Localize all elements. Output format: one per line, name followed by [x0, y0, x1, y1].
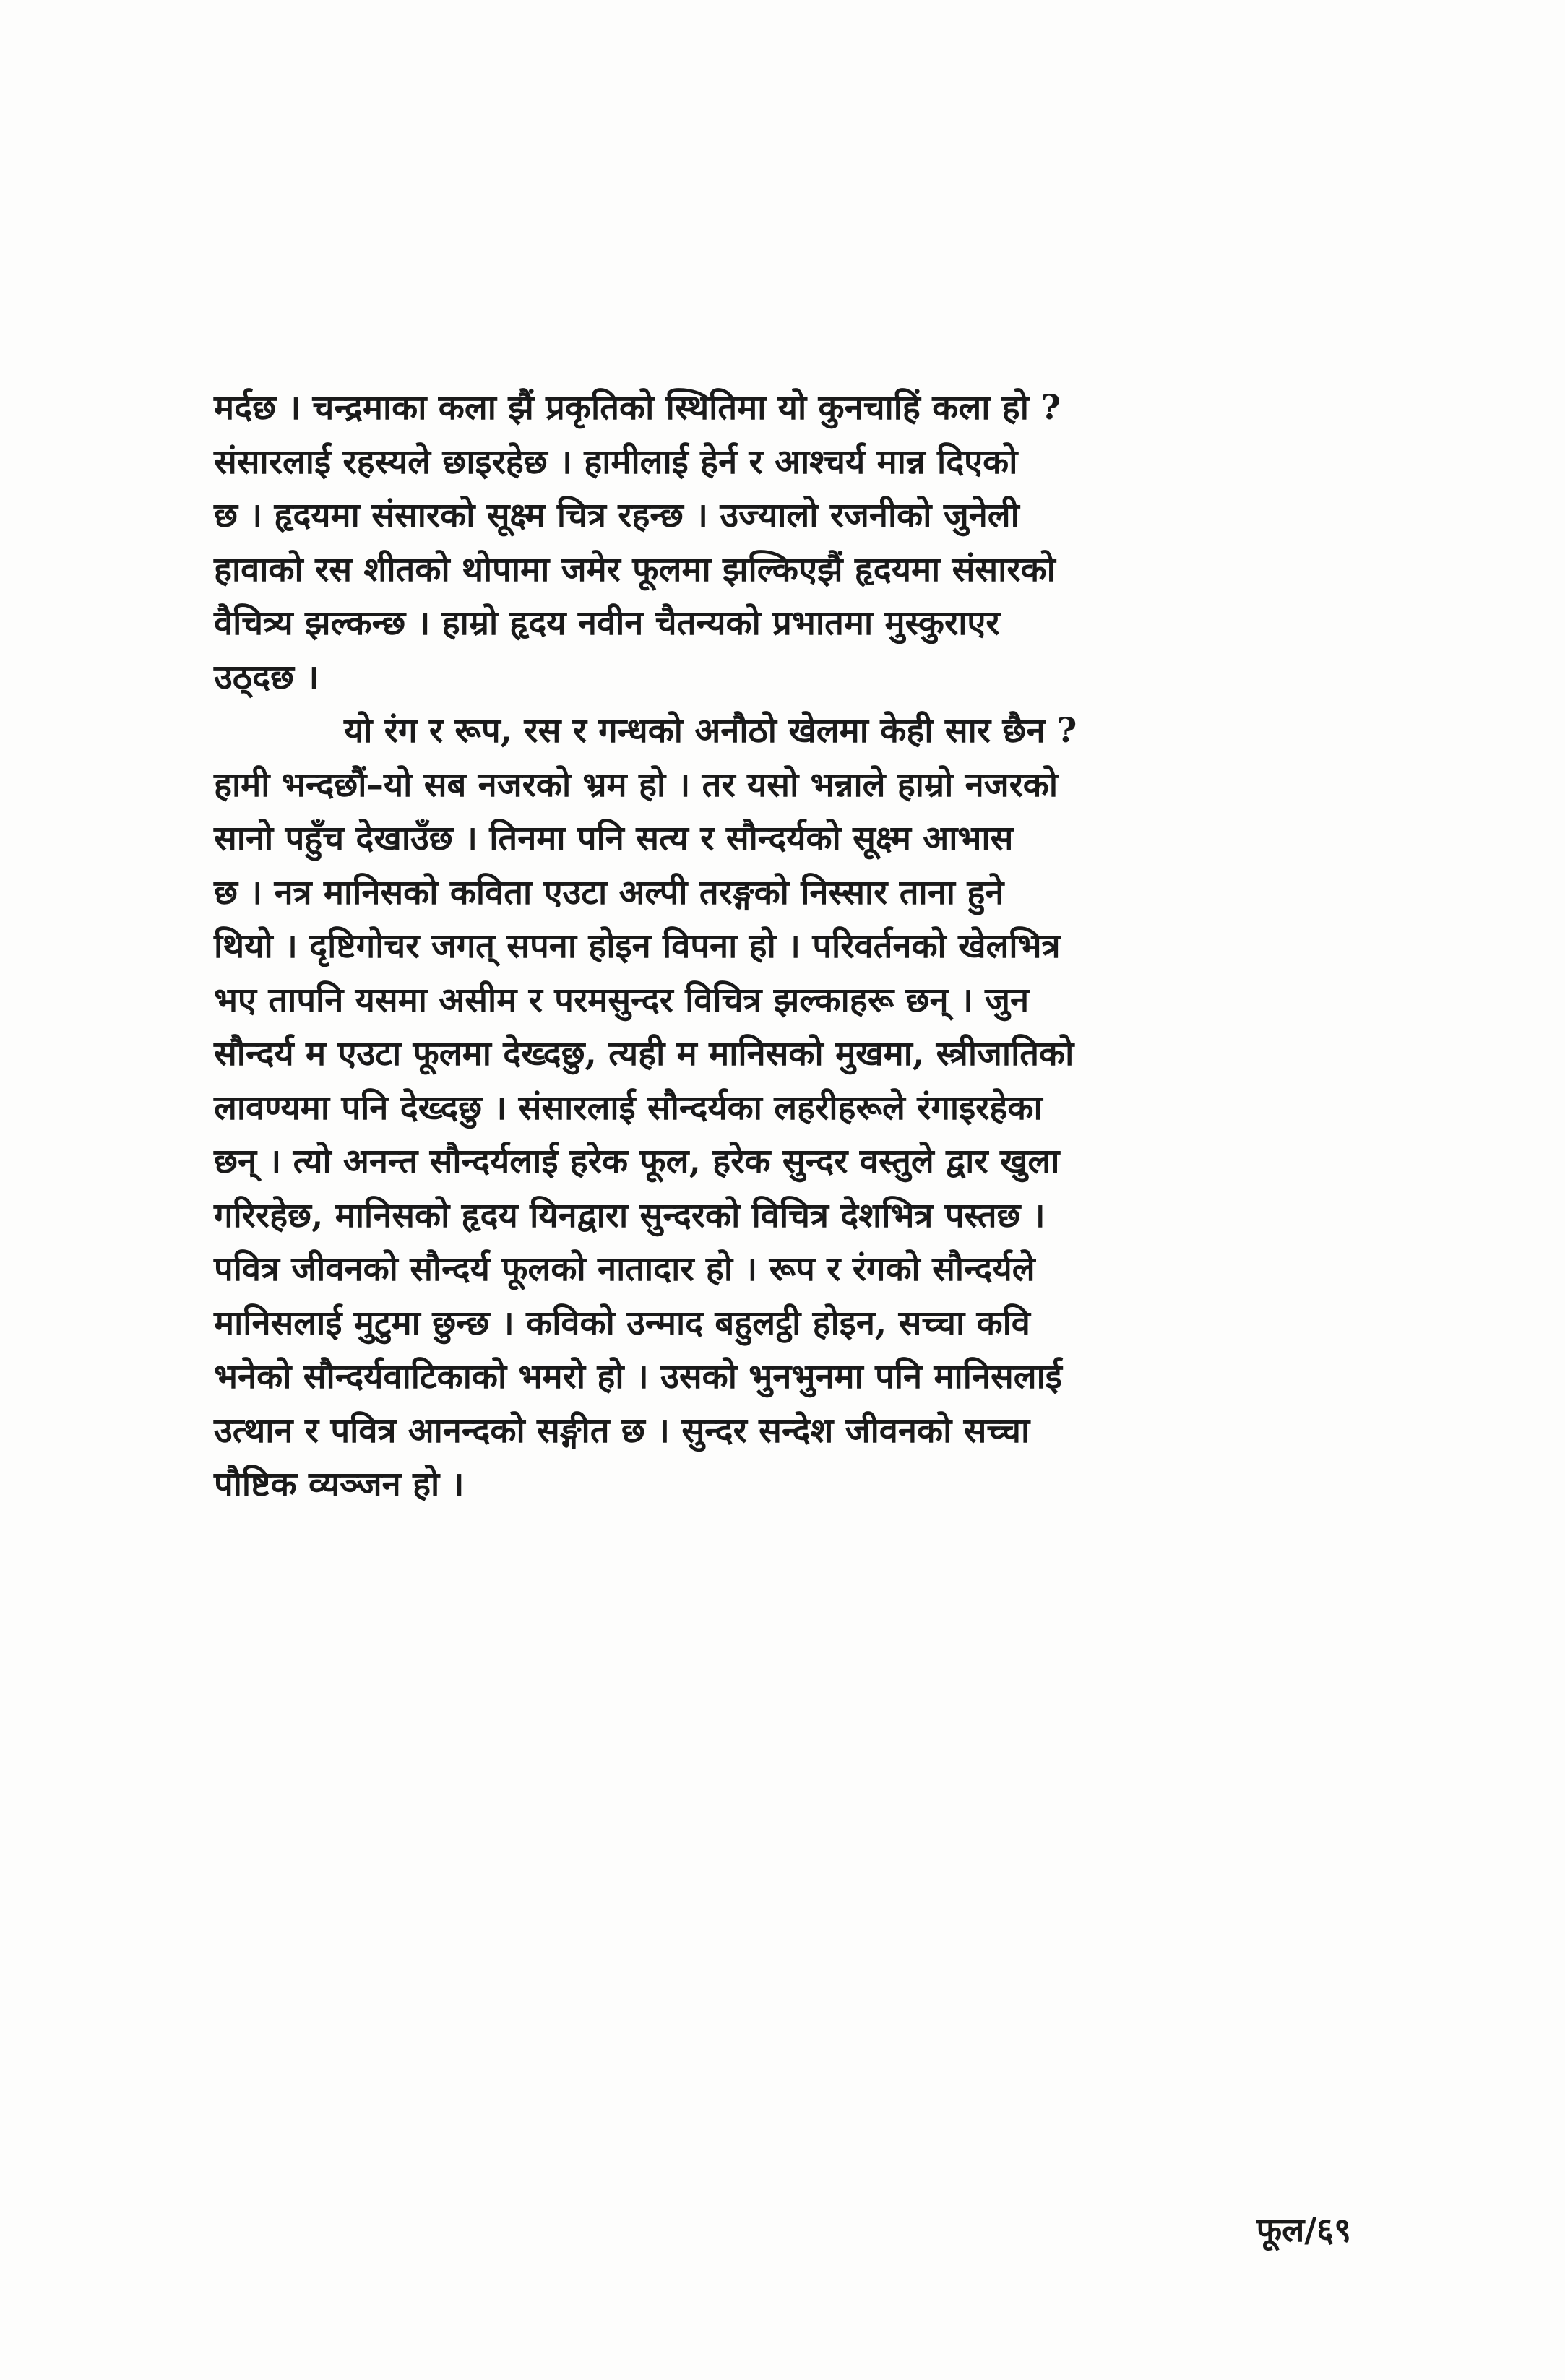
text-line: पवित्र जीवनको सौन्दर्य फूलको नातादार हो । रूप र रंगको सौन्दर्यले — [214, 1249, 1035, 1289]
text-line: गरिरहेछ, मानिसको हृदय यिनद्वारा सुन्दरको विचित्र देशभित्र पस्तछ । — [214, 1195, 1046, 1236]
text-line: उठ्दछ । — [214, 657, 319, 697]
text-line: हावाको रस शीतको थोपामा जमेर फूलमा झल्किएझैं हृदयमा संसारको — [214, 549, 1056, 590]
text-line: सानो पहुँच देखाउँछ । तिनमा पनि सत्य र सौन्दर्यको सूक्ष्म आभास — [214, 819, 1014, 858]
text-line: छ । हृदयमा संसारको सूक्ष्म चित्र रहन्छ । उज्यालो रजनीको जुनेली — [214, 496, 1019, 535]
text-line: वैचित्र्य झल्कन्छ । हाम्रो हृदय नवीन चैतन्यको प्रभातमा मुस्कुराएर — [214, 603, 1000, 643]
paragraph-1 — [214, 381, 1355, 704]
body-text — [214, 381, 1355, 1512]
text-line: छ । नत्र मानिसको कविता एउटा अल्पी तरङ्गको निस्सार ताना हुने — [214, 872, 1004, 913]
text-line: उत्थान र पवित्र आनन्दको सङ्गीत छ । सुन्दर सन्देश जीवनको सच्चा — [214, 1410, 1030, 1451]
text-line: संसारलाई रहस्यले छाइरहेछ । हामीलाई हेर्न र आश्चर्य मान्न दिएको — [214, 441, 1018, 482]
text-line: भए तापनि यसमा असीम र परमसुन्दर विचित्र झल्काहरू छन् । जुन — [214, 980, 1030, 1020]
text-line: हामी भन्दछौं–यो सब नजरको भ्रम हो । तर यसो भन्नाले हाम्रो नजरको — [214, 764, 1059, 805]
text-line: पौष्टिक व्यञ्जन हो । — [214, 1465, 465, 1504]
text-line: मर्दछ । चन्द्रमाका कला झैं प्रकृतिको स्थितिमा यो कुनचाहिं कला हो ? — [214, 388, 1061, 428]
page-number: फूल/६९ — [1256, 2210, 1351, 2249]
text-line-indented: यो रंग र रूप, रस र गन्धको अनौठो खेलमा केही सार छैन ? — [344, 711, 1077, 751]
text-line: मानिसलाई मुटुमा छुन्छ । कविको उन्माद बहुलट्ठी होइन, सच्चा कवि — [214, 1303, 1030, 1343]
text-line: लावण्यमा पनि देख्दछु । संसारलाई सौन्दर्यका लहरीहरूले रंगाइरहेका — [214, 1087, 1043, 1128]
text-line: थियो । दृष्टिगोचर जगत् सपना होइन विपना हो । परिवर्तनको खेलभित्र — [214, 926, 1061, 966]
text-line: सौन्दर्य म एउटा फूलमा देख्दछु, त्यही म मानिसको मुखमा, स्त्रीजातिको — [214, 1034, 1074, 1074]
text-line: भनेको सौन्दर्यवाटिकाको भमरो हो । उसको भुनभुनमा पनि मानिसलाई — [214, 1357, 1062, 1397]
text-line: छन् । त्यो अनन्त सौन्दर्यलाई हरेक फूल, हरेक सुन्दर वस्तुले द्वार खुला — [214, 1142, 1060, 1181]
paragraph-2 — [214, 704, 1355, 1512]
